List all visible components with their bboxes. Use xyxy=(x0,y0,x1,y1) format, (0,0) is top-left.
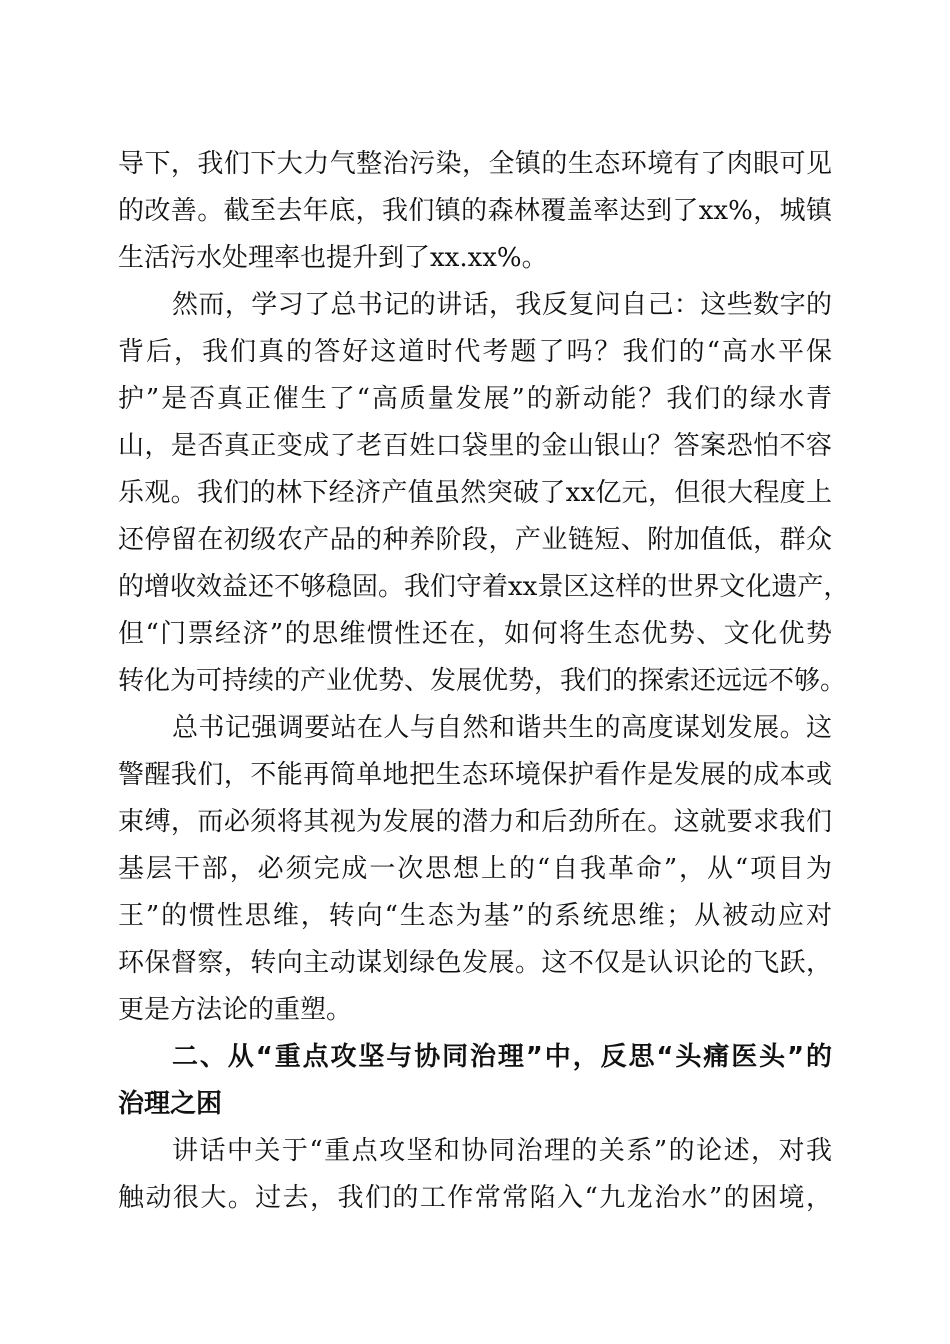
text-line-13: 总书记强调要站在人与自然和谐共生的高度谋划发展。这 xyxy=(172,713,832,743)
text-line-4: 然而，学习了总书记的讲话，我反复问自己：这些数字的 xyxy=(172,290,832,320)
text-line-6: 护”是否真正催生了“高质量发展”的新动能？我们的绿水青 xyxy=(118,384,832,414)
text-line-3: 生活污水处理率也提升到了xx.xx%。 xyxy=(118,243,548,273)
text-line-5: 背后，我们真的答好这道时代考题了吗？我们的“高水平保 xyxy=(118,337,832,367)
text-line-19: 更是方法论的重塑。 xyxy=(118,995,353,1025)
text-line-8: 乐观。我们的林下经济产值虽然突破了xx亿元，但很大程度上 xyxy=(118,478,832,508)
section-heading-line-2: 治理之困 xyxy=(118,1089,223,1119)
text-line-14: 警醒我们，不能再简单地把生态环境保护看作是发展的成本或 xyxy=(118,760,832,790)
text-line-21: 触动很大。过去，我们的工作常常陷入“九龙治水”的困境， xyxy=(118,1183,832,1213)
text-line-15: 束缚，而必须将其视为发展的潜力和后劲所在。这就要求我们 xyxy=(118,807,832,837)
text-line-9: 还停留在初级农产品的种养阶段，产业链短、附加值低，群众 xyxy=(118,525,832,555)
text-line-18: 环保督察，转向主动谋划绿色发展。这不仅是认识论的飞跃， xyxy=(118,948,832,978)
section-heading-line-1: 二、从“重点攻坚与协同治理”中，反思“头痛医头”的 xyxy=(172,1042,832,1072)
text-line-10: 的增收效益还不够稳固。我们守着xx景区这样的世界文化遗产， xyxy=(118,572,850,602)
text-line-1: 导下，我们下大力气整治污染，全镇的生态环境有了肉眼可见 xyxy=(118,149,832,179)
text-line-17: 王”的惯性思维，转向“生态为基”的系统思维；从被动应对 xyxy=(118,901,832,931)
text-line-12: 转化为可持续的产业优势、发展优势，我们的探索还远远不够。 xyxy=(118,666,847,696)
text-line-11: 但“门票经济”的思维惯性还在，如何将生态优势、文化优势 xyxy=(118,619,832,649)
text-line-2: 的改善。截至去年底，我们镇的森林覆盖率达到了xx%，城镇 xyxy=(118,196,832,226)
text-line-20: 讲话中关于“重点攻坚和协同治理的关系”的论述，对我 xyxy=(172,1136,832,1166)
text-line-16: 基层干部，必须完成一次思想上的“自我革命”，从“项目为 xyxy=(118,854,832,884)
text-line-7: 山，是否真正变成了老百姓口袋里的金山银山？答案恐怕不容 xyxy=(118,431,832,461)
document-body xyxy=(118,141,850,1222)
